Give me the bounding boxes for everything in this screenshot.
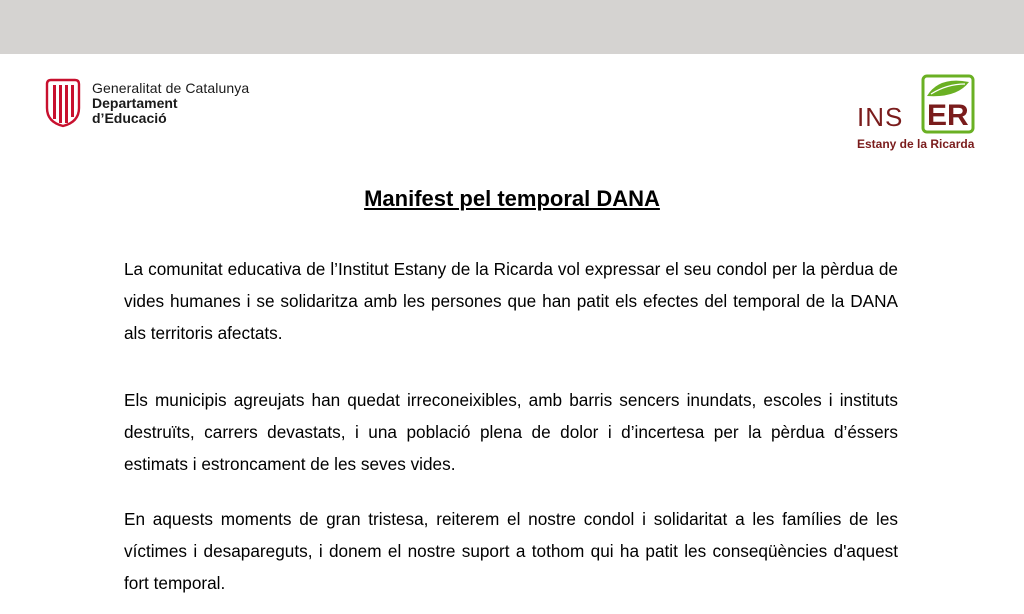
paragraph: La comunitat educativa de l’Institut Estany de la Ricarda vol expressar el seu condol per la pèrdua de vides humanes i se solidaritza amb les persones que han patit els efectes del temporal de la DANA als territoris afectats. bbox=[124, 259, 898, 343]
catalan-senyera-emblem-icon bbox=[44, 78, 82, 128]
department-name: d’Educació bbox=[92, 110, 167, 126]
generalitat-text bbox=[92, 81, 249, 126]
school-logo bbox=[855, 72, 983, 156]
document-title: Manifest pel temporal DANA bbox=[364, 186, 660, 211]
org-name: Generalitat de Catalunya bbox=[92, 80, 250, 96]
school-logo-subtitle: Estany de la Ricarda bbox=[857, 137, 975, 151]
department-label: Departament bbox=[92, 95, 178, 111]
school-logo-prefix: INS bbox=[857, 102, 904, 132]
viewer-top-band bbox=[0, 0, 1024, 54]
paragraph: Els municipis agreujats han quedat irreconeixibles, amb barris sencers inundats, escoles i instituts destruïts, carrers devastats, i una població plena de dolor i d’incertesa per la pèrdua d’éssers estimats i estroncament de les seves vides. bbox=[124, 390, 898, 474]
generalitat-logo bbox=[44, 78, 304, 130]
paragraph: En aquests moments de gran tristesa, reiterem el nostre condol i solidaritat a les famílies de les víctimes i desapareguts, i donem el nostre suport a tothom qui ha patit les conseqüències d'aquest fort temporal. bbox=[124, 509, 898, 593]
school-logo-suffix: ER bbox=[927, 99, 969, 132]
